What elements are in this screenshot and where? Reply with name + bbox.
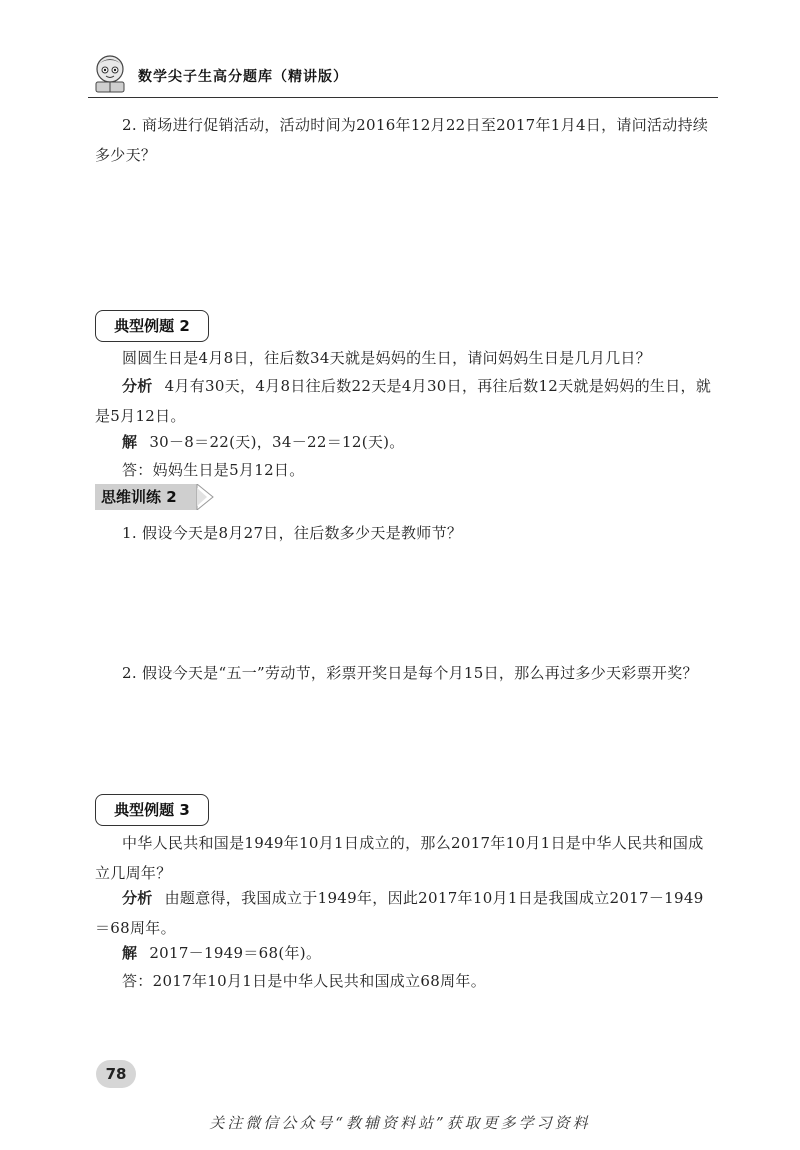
analysis-label: 分析	[122, 889, 153, 907]
header-rule	[88, 97, 718, 98]
analysis-text: 4月有30天，4月8日往后数22天是4月30日，再往后数12天就是妈妈的生日，就是5月12日。	[95, 377, 712, 425]
example-3-answer: 答：2017年10月1日是中华人民共和国成立68周年。	[122, 972, 486, 990]
page-number: 78	[96, 1060, 136, 1088]
training-2-q2: 2. 假设今天是“五一”劳动节，彩票开奖日是每个月15日，那么再过多少天彩票开奖？	[122, 664, 698, 682]
example-3-question: 中华人民共和国是1949年10月1日成立的，那么2017年10月1日是中华人民共和国成立几周年？	[95, 834, 704, 882]
example-3-title: 典型例题 3	[95, 794, 209, 826]
example-2-analysis	[95, 371, 715, 431]
solution-label: 解	[122, 944, 138, 962]
example-3-analysis	[95, 883, 715, 943]
solution-text: 2017－1949＝68(年)。	[149, 944, 322, 962]
book-title: 数学尖子生高分题库（精讲版）	[138, 69, 348, 85]
mascot-icon	[88, 52, 132, 96]
question-2-text: 2. 商场进行促销活动，活动时间为2016年12月22日至2017年1月4日，请问活动持续多少天？	[95, 116, 709, 164]
training-2-title: 思维训练 2	[101, 488, 177, 506]
example-3-solution	[95, 938, 715, 968]
analysis-text: 由题意得，我国成立于1949年，因此2017年10月1日是我国成立2017－1949＝68周年。	[95, 889, 704, 937]
training-2-tag	[95, 484, 220, 510]
footer-note: 关注微信公众号“教辅资料站”获取更多学习资料	[209, 1114, 591, 1132]
page-header	[88, 52, 728, 102]
example-2-answer: 答：妈妈生日是5月12日。	[122, 461, 305, 479]
example-2-solution	[95, 427, 715, 457]
solution-text: 30－8＝22(天)，34－22＝12(天)。	[149, 433, 405, 451]
analysis-label: 分析	[122, 377, 153, 395]
solution-label: 解	[122, 433, 138, 451]
example-2-question: 圆圆生日是4月8日，往后数34天就是妈妈的生日，请问妈妈生日是几月几日？	[122, 349, 651, 367]
training-2-q1: 1. 假设今天是8月27日，往后数多少天是教师节？	[122, 524, 463, 542]
example-2-title: 典型例题 2	[95, 310, 209, 342]
